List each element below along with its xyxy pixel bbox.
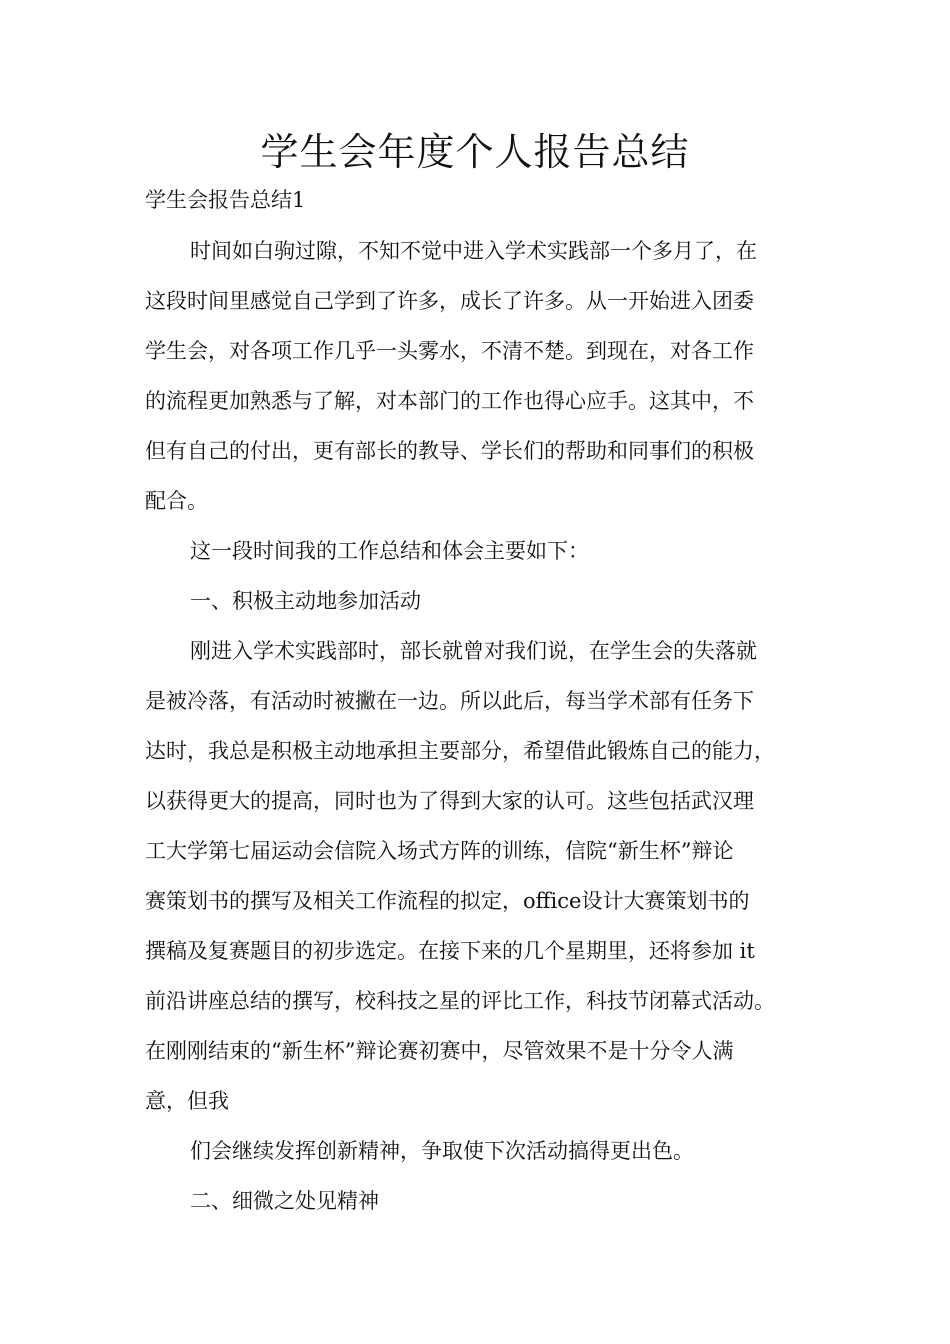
- paragraph-line: 刚进入学术实践部时，部长就曾对我们说，在学生会的失落就: [190, 639, 757, 663]
- document-subtitle: 学生会报告总结1: [145, 188, 306, 212]
- paragraph-line: 是被冷落，有活动时被撇在一边。所以此后，每当学术部有任务下: [145, 689, 754, 713]
- paragraph-line: 这一段时间我的工作总结和体会主要如下：: [190, 539, 589, 563]
- paragraph-line: 赛策划书的撰写及相关工作流程的拟定，office设计大赛策划书的: [145, 889, 750, 913]
- paragraph-line: 学生会，对各项工作几乎一头雾水，不清不楚。到现在，对各工作: [145, 339, 754, 363]
- paragraph-line: 但有自己的付出，更有部长的教导、学长们的帮助和同事们的积极: [145, 439, 754, 463]
- paragraph-line: 撰稿及复赛题目的初步选定。在接下来的几个星期里，还将参加 it: [145, 939, 755, 963]
- paragraph-line: 在刚刚结束的“新生杯”辩论赛初赛中，尽管效果不是十分令人满: [145, 1039, 734, 1063]
- paragraph-line: 的流程更加熟悉与了解，对本部门的工作也得心应手。这其中，不: [145, 389, 754, 413]
- paragraph-line: 工大学第七届运动会信院入场式方阵的训练，信院“新生杯”辩论: [145, 839, 734, 863]
- section-heading: 二、细微之处见精神: [190, 1189, 379, 1213]
- paragraph-line: 们会继续发挥创新精神，争取使下次活动搞得更出色。: [190, 1139, 694, 1163]
- section-heading: 一、积极主动地参加活动: [190, 589, 421, 613]
- paragraph-line: 以获得更大的提高，同时也为了得到大家的认可。这些包括武汉理: [145, 789, 754, 813]
- paragraph-line: 这段时间里感觉自己学到了许多，成长了许多。从一开始进入团委: [145, 289, 754, 313]
- paragraph-line: 时间如白驹过隙，不知不觉中进入学术实践部一个多月了，在: [190, 239, 757, 263]
- document-title: 学生会年度个人报告总结: [260, 130, 690, 174]
- paragraph-line: 前沿讲座总结的撰写，校科技之星的评比工作，科技节闭幕式活动。: [145, 989, 775, 1013]
- paragraph-line: 意，但我: [145, 1089, 229, 1113]
- paragraph-line: 配合。: [145, 489, 208, 513]
- paragraph-line: 达时，我总是积极主动地承担主要部分，希望借此锻炼自己的能力，: [145, 739, 775, 763]
